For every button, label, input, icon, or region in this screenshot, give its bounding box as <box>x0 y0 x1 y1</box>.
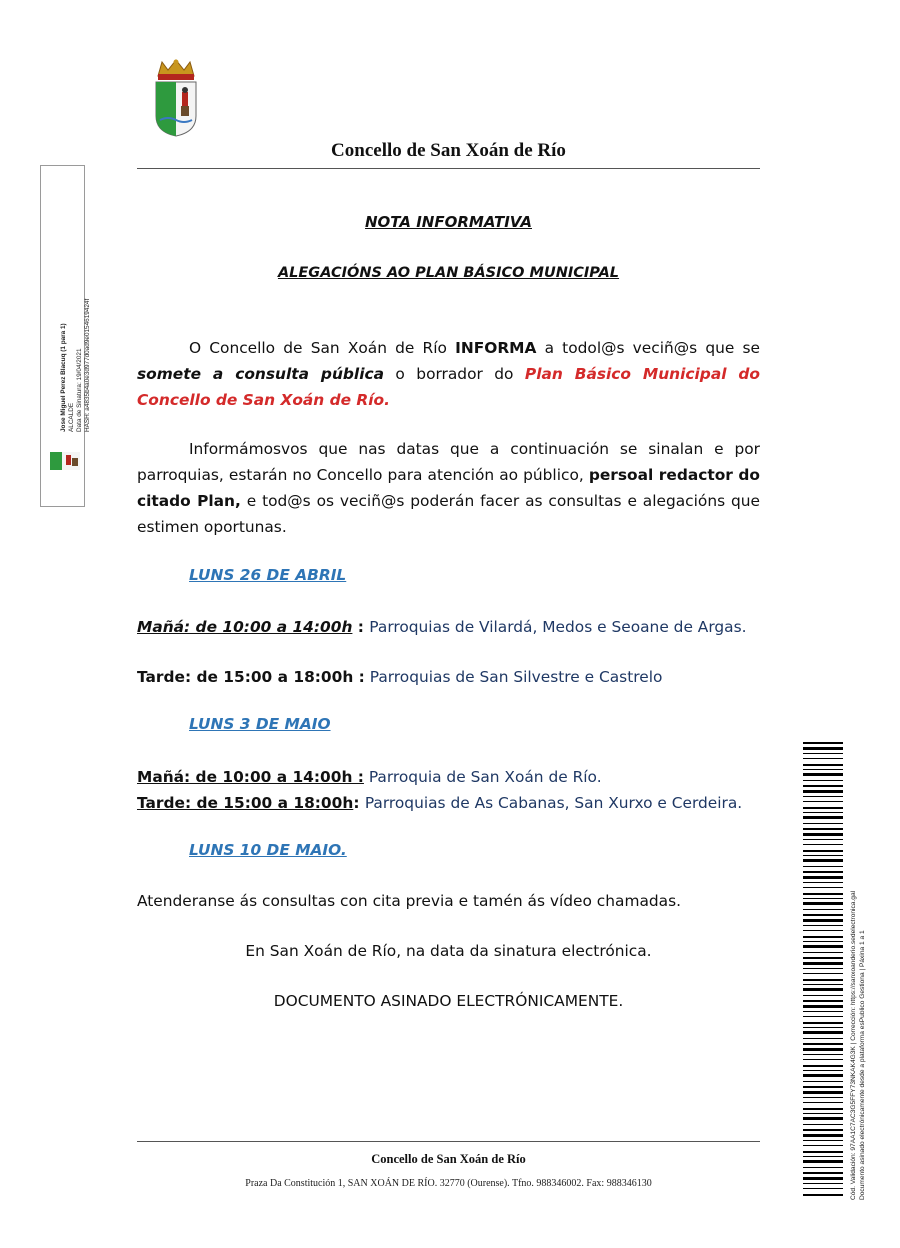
signed-notice: DOCUMENTO ASINADO ELECTRÓNICAMENTE. <box>273 992 624 1010</box>
footer-title: Concello de San Xoán de Río <box>371 1152 526 1166</box>
day-heading: LUNS 10 DE MAIO. <box>189 841 347 859</box>
afternoon-parishes: Parroquias de As Cabanas, San Xurxo e Cerdeira. <box>364 794 743 812</box>
day-heading: LUNS 26 DE ABRIL <box>189 566 347 584</box>
platform-notice: Documento asinado electrónicamente desde a plataforma esPublico Gestiona | Páxina 1 a 1 <box>858 930 866 1200</box>
day-heading: LUNS 3 DE MAIO <box>189 715 331 733</box>
barcode-icon <box>803 742 843 1200</box>
p2-text: Informámosvos que nas datas que a continuación se sinalan e por parroquias, estarán no Concello para atención ao público, <box>137 440 760 484</box>
verification-text <box>850 740 890 1200</box>
p2-persoal: persoal redactor do citado Plan, <box>137 466 761 510</box>
separator: : <box>352 618 370 636</box>
afternoon-label: Tarde: de 15:00 a 18:00h <box>137 794 354 812</box>
afternoon-label: Tarde: de 15:00 a 18:00h : <box>137 668 365 686</box>
p1-text-3: o borrador do <box>383 365 525 383</box>
signature-date: Data de Sinatura: 19/04/2021 <box>76 348 83 432</box>
separator: : <box>353 794 365 812</box>
info-paragraph <box>137 436 760 540</box>
signature-hash: HASH: a4835b4a0e3d977d0ad9e0154619424f <box>84 298 91 432</box>
p1-text: O Concello de San Xoán de Río <box>189 339 456 357</box>
stamp-crest-icon <box>50 450 80 472</box>
footer-divider <box>137 1141 760 1142</box>
p1-plan-name: Plan Básico Municipal do Concello de San Xoán de Río. <box>137 365 760 409</box>
schedule-afternoon <box>137 790 760 816</box>
validation-code: Cód. Validación: 97AA1C7AC3G5FFY73NKAK4G3K | Corrección: https://sanxoanderio.sedelectronica.gal <box>850 890 857 1200</box>
p1-consulta: somete a consulta pública <box>137 365 384 383</box>
morning-parishes: Parroquias de Vilardá, Medos e Seoane de Argas. <box>369 618 747 636</box>
schedule-afternoon <box>137 664 760 690</box>
header-divider <box>137 168 760 169</box>
morning-label: Mañá: de 10:00 a 14:00h <box>137 618 353 636</box>
schedule-morning <box>137 764 760 790</box>
intro-paragraph <box>137 335 760 413</box>
morning-label: Mañá: de 10:00 a 14:00h : <box>137 768 364 786</box>
coat-of-arms-logo <box>152 58 200 138</box>
schedule-morning <box>137 614 760 640</box>
morning-parishes: Parroquia de San Xoán de Río. <box>368 768 602 786</box>
page-title: Concello de San Xoán de Río <box>331 140 566 161</box>
appointment-note: Atenderanse ás consultas con cita previa e tamén ás vídeo chamadas. <box>137 892 681 910</box>
p1-informa: INFORMA <box>455 339 537 357</box>
footer-address: Praza Da Constitución 1, SAN XOÁN DE RÍO. 32770 (Ourense). Tfno. 988346002. Fax: 988346130 <box>245 1178 652 1189</box>
signer-name: Jose Miguel Perez Blacuq (1 para 1) <box>60 323 67 432</box>
p1-text-2: a todol@s veciñ@s que se <box>536 339 760 357</box>
afternoon-parishes: Parroquias de San Silvestre e Castrelo <box>369 668 663 686</box>
nota-heading: NOTA INFORMATIVA <box>365 213 532 231</box>
signature-details <box>60 202 100 432</box>
place-date: En San Xoán de Río, na data da sinatura electrónica. <box>245 942 652 960</box>
signer-role: ALCALDE <box>68 402 75 432</box>
p2-text-2: e tod@s os veciñ@s poderán facer as consultas e alegacións que estimen oportunas. <box>137 492 760 536</box>
subject-heading: ALEGACIÓNS AO PLAN BÁSICO MUNICIPAL <box>277 265 620 281</box>
